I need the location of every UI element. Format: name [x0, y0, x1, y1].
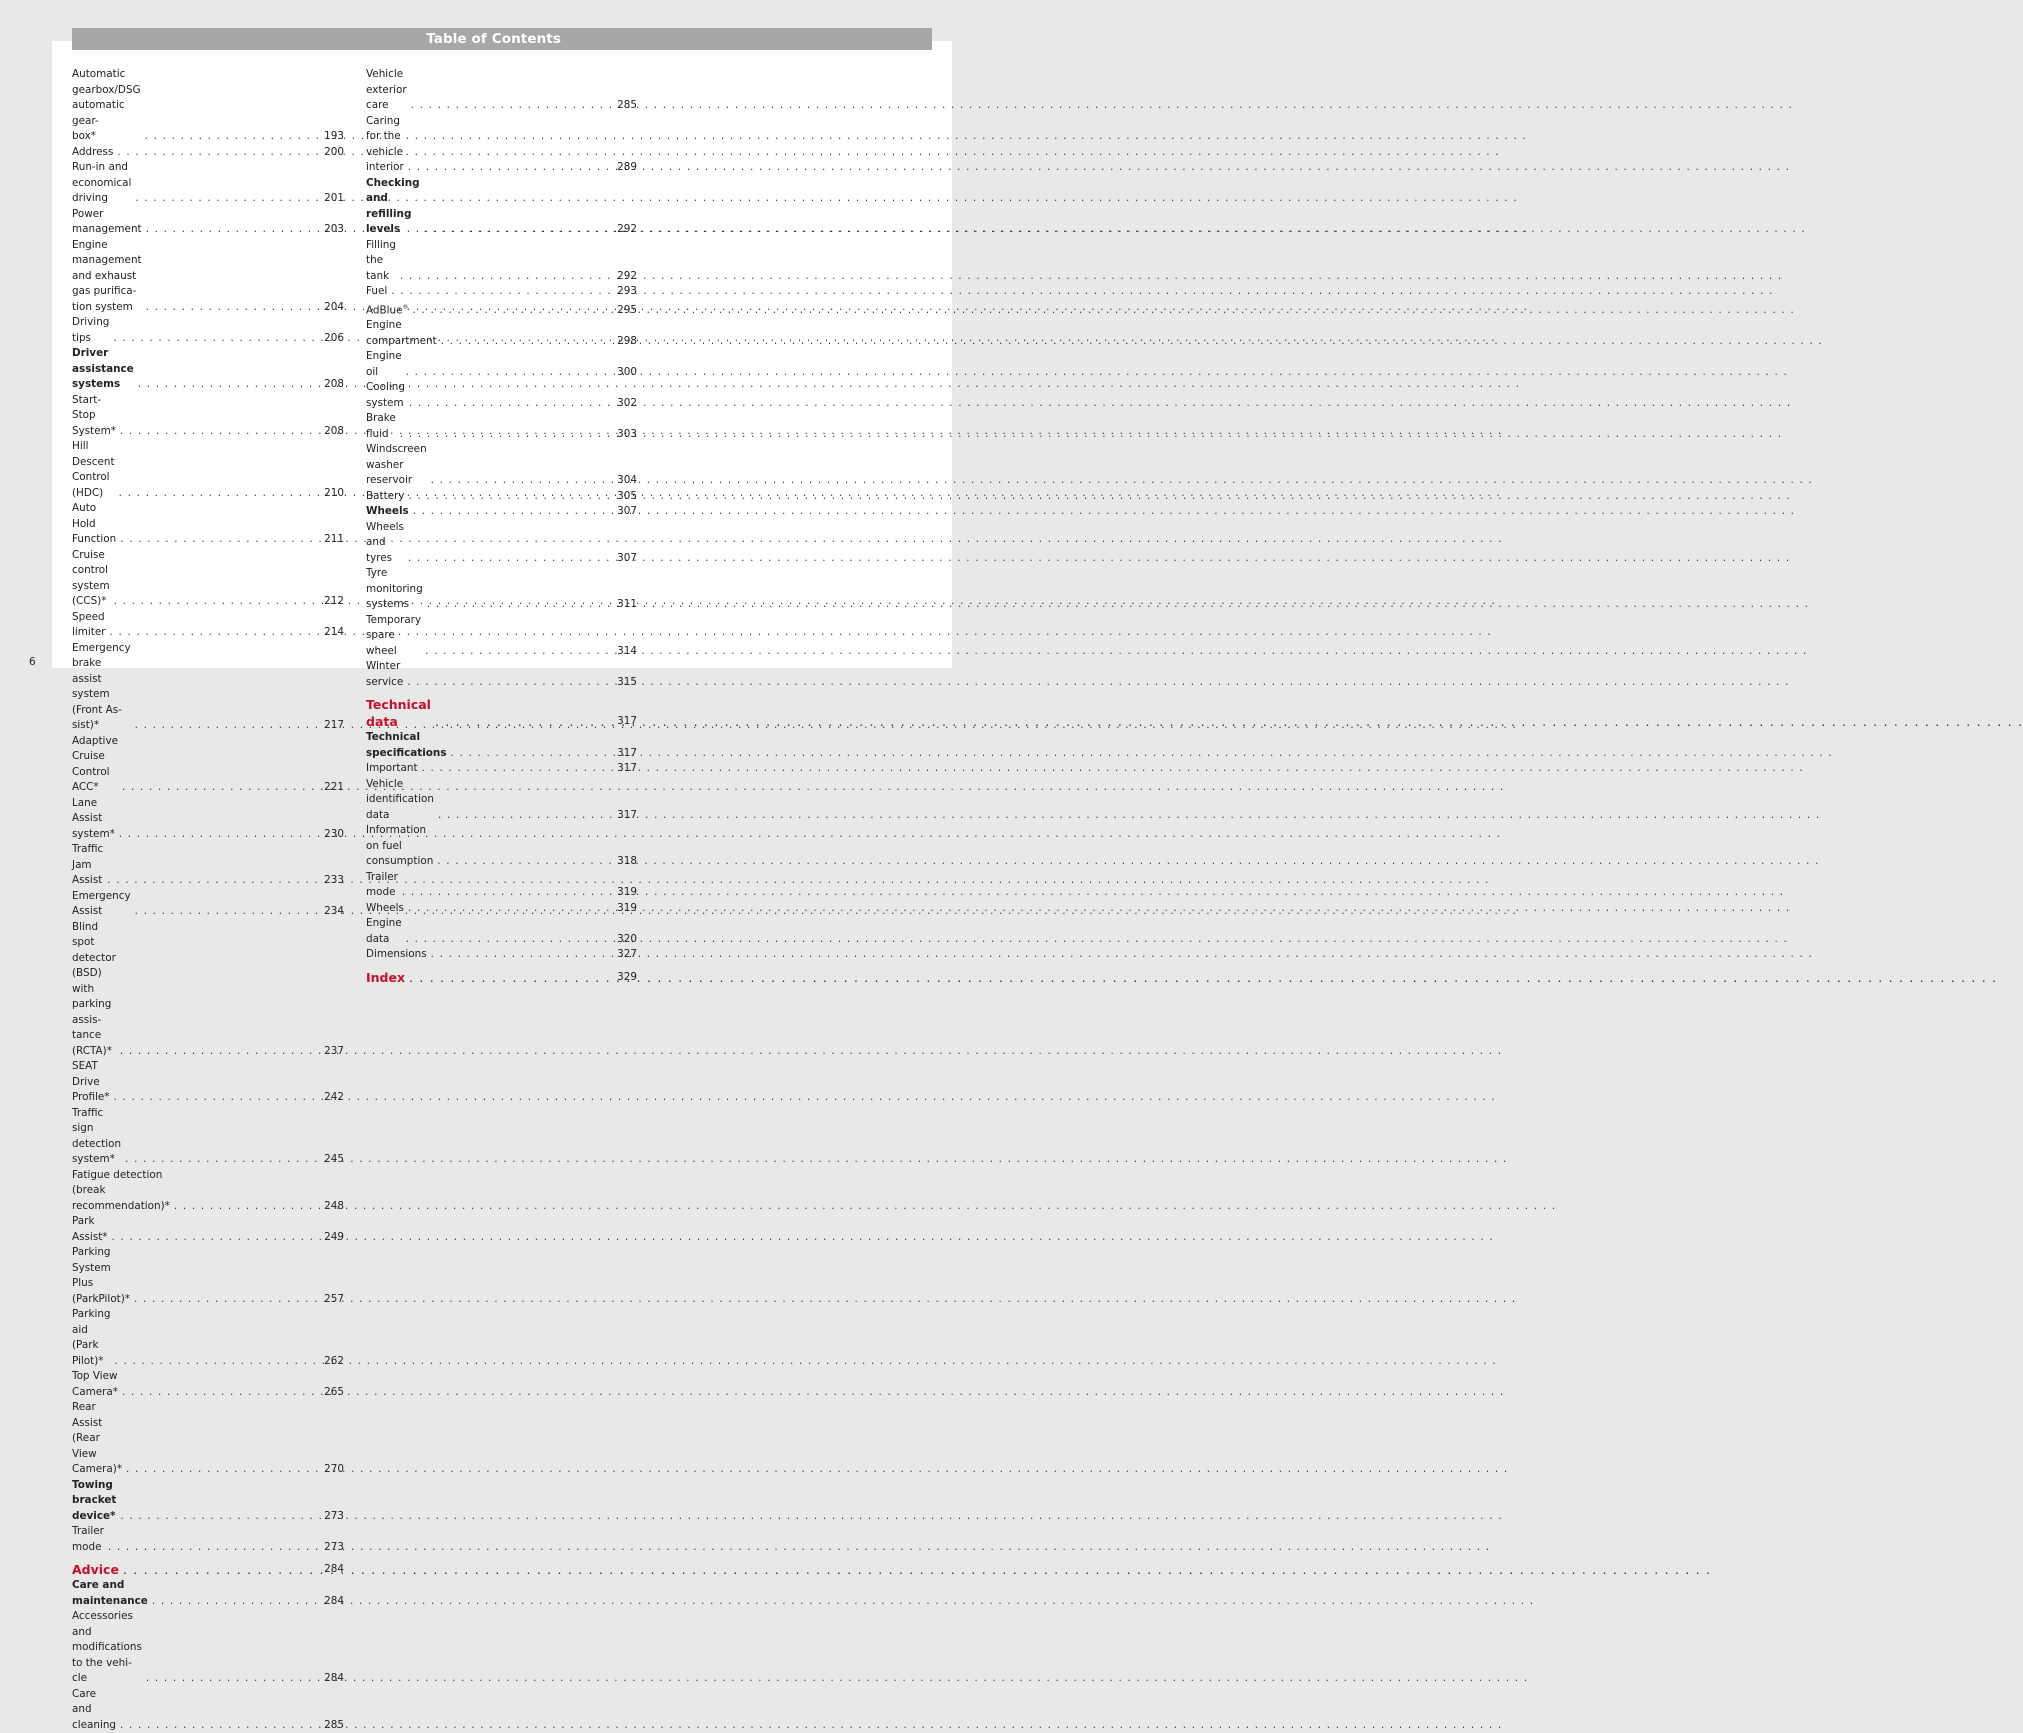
- toc-entry-page: 298: [609, 334, 637, 350]
- toc-entry-label: Trailer mode: [366, 870, 398, 901]
- toc-entry-label: Parking System Plus (ParkPilot)*: [72, 1245, 130, 1307]
- toc-entry[interactable]: [366, 114, 637, 176]
- toc-entry-label: Towing bracket device*: [72, 1478, 116, 1525]
- toc-entry-text: [366, 349, 609, 380]
- toc-entry[interactable]: [366, 318, 637, 349]
- toc-entry-label: Automatic gearbox/DSG automatic gear- box*: [72, 67, 141, 145]
- toc-entry[interactable]: [366, 566, 637, 613]
- toc-entry-page: 304: [609, 473, 637, 489]
- dot-leader: [431, 473, 1813, 489]
- toc-entry-text: [72, 1687, 316, 1733]
- dot-leader: [400, 427, 1782, 443]
- toc-entry[interactable]: [72, 1307, 344, 1369]
- toc-entry-page: 257: [316, 1292, 344, 1308]
- toc-entry[interactable]: [72, 145, 344, 161]
- toc-entry[interactable]: [366, 489, 637, 505]
- toc-entry-label: Wheels and tyres: [366, 520, 404, 567]
- toc-entry-label: Technical data: [366, 696, 431, 730]
- toc-entry-text: [72, 1478, 316, 1525]
- toc-entry-text: [366, 870, 609, 901]
- toc-entry[interactable]: [72, 641, 344, 734]
- toc-entry-label: AdBlue®: [366, 300, 409, 319]
- toc-entry[interactable]: [72, 610, 344, 641]
- toc-entry-text: [72, 67, 316, 145]
- toc-entry-text: [72, 1561, 316, 1578]
- toc-entry[interactable]: [366, 380, 637, 411]
- toc-entry-text: [72, 207, 316, 238]
- dot-leader: [437, 854, 1819, 870]
- toc-entry-label: Technical specifications: [366, 730, 447, 761]
- header-bar: [72, 28, 932, 50]
- toc-entry-text: [72, 160, 316, 207]
- toc-entry-text: [366, 823, 609, 870]
- toc-entry[interactable]: [72, 501, 344, 548]
- toc-entry-label: Accessories and modifications to the vehi- cle: [72, 1609, 142, 1687]
- toc-entry-page: 217: [316, 718, 344, 734]
- toc-entry-text: [366, 730, 609, 761]
- toc-entry[interactable]: [366, 520, 637, 567]
- toc-entry-page: 317: [609, 713, 637, 730]
- toc-entry-label: Engine oil: [366, 349, 402, 380]
- toc-entry-text: [72, 889, 316, 920]
- toc-entry-label: Windscreen washer reservoir: [366, 442, 427, 489]
- page-title: Table of Contents: [426, 31, 561, 47]
- toc-entry-label: Address: [72, 145, 113, 161]
- toc-entry[interactable]: [72, 238, 344, 316]
- toc-entry-page: 285: [316, 1718, 344, 1733]
- toc-entry[interactable]: [72, 393, 344, 440]
- toc-entry-label: Care and cleaning: [72, 1687, 116, 1733]
- toc-entry-text: [366, 520, 609, 567]
- toc-entry-page: 204: [316, 300, 344, 316]
- registered-mark: ®: [403, 304, 409, 311]
- toc-entry[interactable]: [72, 1245, 344, 1307]
- toc-entry[interactable]: [72, 1168, 344, 1215]
- toc-entry-page: 245: [316, 1152, 344, 1168]
- toc-entry-text: [72, 1214, 316, 1245]
- toc-entry-text: [72, 610, 316, 641]
- toc-entry-page: 320: [609, 932, 637, 948]
- toc-section-heading[interactable]: [366, 696, 637, 730]
- toc-entry-label: Traffic Jam Assist: [72, 842, 103, 889]
- toc-entry-page: 193: [316, 129, 344, 145]
- toc-entry-text: [72, 346, 316, 393]
- toc-entry-text: [72, 734, 316, 796]
- toc-entry-page: 208: [316, 377, 344, 393]
- toc-entry-text: [366, 489, 609, 505]
- dot-leader: [391, 284, 1773, 300]
- toc-entry[interactable]: [72, 889, 344, 920]
- toc-entry-text: [72, 315, 316, 346]
- toc-entry[interactable]: [72, 920, 344, 1060]
- toc-entry-label: Engine management and exhaust gas purifica- tion system: [72, 238, 142, 316]
- toc-entry-page: 273: [316, 1509, 344, 1525]
- toc-entry-label: Dimensions: [366, 947, 427, 963]
- toc-entry-page: 317: [609, 761, 637, 777]
- toc-entry-page: 200: [316, 145, 344, 161]
- dot-leader: [441, 334, 1823, 350]
- toc-entry[interactable]: [366, 901, 637, 917]
- toc-entry-page: 318: [609, 854, 637, 870]
- toc-entry-label: Wheels: [366, 504, 409, 520]
- toc-entry-page: 292: [609, 222, 637, 238]
- toc-entry-label: SEAT Drive Profile*: [72, 1059, 110, 1106]
- dot-leader: [400, 269, 1782, 285]
- toc-entry-label: Speed limiter: [72, 610, 106, 641]
- toc-entry[interactable]: [366, 659, 637, 690]
- toc-entry-label: Hill Descent Control (HDC): [72, 439, 115, 501]
- toc-entry-page: 203: [316, 222, 344, 238]
- toc-entry-page: 270: [316, 1462, 344, 1478]
- dot-leader: [431, 947, 1813, 963]
- toc-entry-text: [366, 566, 609, 613]
- toc-entry-label: Winter service: [366, 659, 403, 690]
- toc-entry-text: [72, 1245, 316, 1307]
- toc-entry-page: 208: [316, 424, 344, 440]
- toc-entry-text: [72, 920, 316, 1060]
- toc-entry-page: 248: [316, 1199, 344, 1215]
- toc-entry-text: [72, 1059, 316, 1106]
- toc-entry-page: 302: [609, 396, 637, 412]
- toc-entry-page: 307: [609, 504, 637, 520]
- toc-entry-text: [366, 284, 609, 300]
- toc-entry-label: Driver assistance systems: [72, 346, 134, 393]
- toc-entry[interactable]: [72, 1478, 344, 1525]
- toc-entry-page: 300: [609, 365, 637, 381]
- toc-entry-label: Lane Assist system*: [72, 796, 115, 843]
- toc-entry-label: Rear Assist (Rear View Camera)*: [72, 1400, 122, 1478]
- toc-entry[interactable]: [366, 238, 637, 285]
- toc-entry[interactable]: [366, 300, 637, 319]
- toc-entry-label: Vehicle exterior care: [366, 67, 407, 114]
- toc-section-heading[interactable]: [366, 969, 637, 986]
- toc-entry-label: Care and maintenance: [72, 1578, 148, 1609]
- toc-entry-label: Information on fuel consumption: [366, 823, 433, 870]
- toc-entry-text: [366, 318, 609, 349]
- toc-entry-page: 329: [609, 969, 637, 986]
- toc-entry[interactable]: [72, 1106, 344, 1168]
- toc-entry[interactable]: [72, 1059, 344, 1106]
- toc-entry-label: Auto Hold Function: [72, 501, 116, 548]
- toc-entry-text: [72, 501, 316, 548]
- toc-entry[interactable]: [72, 346, 344, 393]
- toc-entry-text: [366, 916, 609, 947]
- toc-entry-page: 211: [316, 532, 344, 548]
- toc-entry[interactable]: [366, 761, 637, 777]
- toc-entry-label: Brake fluid: [366, 411, 396, 442]
- toc-entry-page: 284: [316, 1671, 344, 1687]
- toc-entry[interactable]: [366, 870, 637, 901]
- toc-entry-label: Checking and refilling levels: [366, 176, 420, 238]
- toc-entry-text: [366, 613, 609, 660]
- toc-entry-label: Important: [366, 761, 418, 777]
- toc-entry-text: [366, 901, 609, 917]
- toc-entry-page: 214: [316, 625, 344, 641]
- toc-entry-label: Park Assist*: [72, 1214, 108, 1245]
- toc-entry-page: 206: [316, 331, 344, 347]
- toc-entry-text: [72, 842, 316, 889]
- dot-leader: [451, 746, 1833, 762]
- toc-entry-text: [366, 380, 609, 411]
- toc-entry-label: Adaptive Cruise Control ACC*: [72, 734, 118, 796]
- toc-entry-text: [72, 1106, 316, 1168]
- toc-entry-page: 285: [609, 98, 637, 114]
- toc-entry[interactable]: [72, 842, 344, 889]
- toc-entry[interactable]: [72, 1687, 344, 1733]
- toc-entry-text: [72, 548, 316, 610]
- toc-entry-label: Filling the tank: [366, 238, 396, 285]
- toc-entry-text: [72, 1524, 316, 1555]
- toc-entry-label: Top View Camera*: [72, 1369, 118, 1400]
- toc-entry-text: [366, 659, 609, 690]
- toc-entry-page: 201: [316, 191, 344, 207]
- toc-entry[interactable]: [72, 1400, 344, 1478]
- toc-section-heading[interactable]: [72, 1561, 344, 1578]
- toc-entry-label: Engine compartment: [366, 318, 437, 349]
- toc-entry[interactable]: [366, 349, 637, 380]
- toc-entry[interactable]: [72, 160, 344, 207]
- toc-entry-text: [366, 411, 609, 442]
- toc-entry-page: 262: [316, 1354, 344, 1370]
- toc-entry-label: Caring for the vehicle interior: [366, 114, 404, 176]
- toc-entry-label: Power management: [72, 207, 142, 238]
- toc-entry-page: 292: [609, 269, 637, 285]
- toc-entry-text: [366, 947, 609, 963]
- toc-entry-page: 230: [316, 827, 344, 843]
- toc-entry-label: Tyre monitoring systems: [366, 566, 423, 613]
- toc-entry-page: 314: [609, 644, 637, 660]
- toc-entry-text: [72, 641, 316, 734]
- toc-entry-text: [72, 1578, 316, 1609]
- toc-entry-label: Start-Stop System*: [72, 393, 116, 440]
- toc-entry[interactable]: [366, 730, 637, 761]
- toc-entry-page: 237: [316, 1044, 344, 1060]
- toc-entry[interactable]: [366, 916, 637, 947]
- dot-leader: [409, 969, 1997, 986]
- toc-entry-label: Vehicle identification data: [366, 777, 434, 824]
- toc-entry-page: 317: [609, 746, 637, 762]
- toc-entry-text: [72, 796, 316, 843]
- page-number: 6: [29, 656, 36, 668]
- toc-entry-page: 284: [316, 1594, 344, 1610]
- toc-entry[interactable]: [72, 1578, 344, 1609]
- toc-entry-page: 311: [609, 597, 637, 613]
- toc-entry-label: Traffic sign detection system*: [72, 1106, 121, 1168]
- toc-entry-text: [72, 1307, 316, 1369]
- toc-entry-page: 295: [609, 303, 637, 319]
- toc-entry-page: 242: [316, 1090, 344, 1106]
- toc-entry-page: 265: [316, 1385, 344, 1401]
- toc-entry-page: 221: [316, 780, 344, 796]
- toc-entry-page: 293: [609, 284, 637, 300]
- toc-entry[interactable]: [366, 176, 637, 238]
- dot-leader: [146, 1671, 1528, 1687]
- toc-entry-label: Wheels: [366, 901, 404, 917]
- toc-entry-text: [72, 1168, 316, 1215]
- toc-entry[interactable]: [366, 823, 637, 870]
- toc-entry-label: Fatigue detection (break recommendation)*: [72, 1168, 170, 1215]
- toc-entry-label: Battery: [366, 489, 404, 505]
- toc-entry-text: [366, 176, 609, 238]
- toc-entry-page: 210: [316, 486, 344, 502]
- toc-entry-text: [72, 439, 316, 501]
- toc-entry[interactable]: [366, 67, 637, 114]
- toc-entry[interactable]: [366, 777, 637, 824]
- toc-entry-page: 319: [609, 885, 637, 901]
- toc-entry-page: 284: [316, 1561, 344, 1578]
- toc-entry[interactable]: [366, 947, 637, 963]
- toc-entry-page: 289: [609, 160, 637, 176]
- toc-entry[interactable]: [72, 67, 344, 145]
- toc-entry-page: 305: [609, 489, 637, 505]
- toc-column-right: [366, 67, 637, 986]
- toc-entry-text: [366, 238, 609, 285]
- toc-entry-text: [72, 393, 316, 440]
- toc-entry-label: Trailer mode: [72, 1524, 104, 1555]
- toc-entry[interactable]: [72, 439, 344, 501]
- toc-entry-text: [366, 969, 609, 986]
- toc-entry-text: [366, 761, 609, 777]
- toc-entry[interactable]: [366, 613, 637, 660]
- toc-entry-page: 273: [316, 1540, 344, 1556]
- toc-entry-label: Fuel: [366, 284, 387, 300]
- toc-entry[interactable]: [72, 315, 344, 346]
- toc-entry-text: [366, 300, 609, 319]
- toc-entry[interactable]: [72, 796, 344, 843]
- toc-entry-label: Temporary spare wheel: [366, 613, 421, 660]
- toc-entry-page: 303: [609, 427, 637, 443]
- toc-entry-text: [72, 1609, 316, 1687]
- toc-entry-page: 233: [316, 873, 344, 889]
- toc-entry-text: [72, 145, 316, 161]
- toc-entry-label: Emergency brake assist system (Front As- sist)*: [72, 641, 131, 734]
- dot-leader: [145, 129, 1527, 145]
- toc-entry-text: [72, 1369, 316, 1400]
- toc-entry-page: 249: [316, 1230, 344, 1246]
- dot-leader: [123, 1561, 1711, 1578]
- toc-entry-label: Emergency Assist: [72, 889, 131, 920]
- toc-entry-text: [72, 1400, 316, 1478]
- toc-entry-page: 327: [609, 947, 637, 963]
- dot-leader: [435, 713, 2023, 730]
- toc-entry-label: Cooling system: [366, 380, 405, 411]
- toc-entry-label: Advice: [72, 1561, 119, 1578]
- toc-entry-text: [366, 114, 609, 176]
- toc-entry-page: 317: [609, 808, 637, 824]
- toc-entry-page: 212: [316, 594, 344, 610]
- dot-leader: [438, 808, 1820, 824]
- toc-entry-label: Index: [366, 969, 405, 986]
- toc-entry[interactable]: [72, 548, 344, 610]
- toc-entry-page: 234: [316, 904, 344, 920]
- toc-entry-text: [366, 696, 609, 730]
- toc-entry[interactable]: [366, 411, 637, 442]
- toc-entry-text: [72, 238, 316, 316]
- dot-leader: [152, 1594, 1534, 1610]
- toc-entry-label: Run-in and economical driving: [72, 160, 131, 207]
- toc-entry[interactable]: [366, 284, 637, 300]
- toc-column-left: [72, 67, 344, 1733]
- toc-entry[interactable]: [72, 1369, 344, 1400]
- toc-entry-label: Engine data: [366, 916, 402, 947]
- toc-entry[interactable]: [72, 207, 344, 238]
- toc-entry-label: Parking aid (Park Pilot)*: [72, 1307, 111, 1369]
- toc-entry[interactable]: [366, 504, 637, 520]
- dot-leader: [174, 1199, 1556, 1215]
- toc-entry-text: [366, 777, 609, 824]
- toc-entry-label: Driving tips: [72, 315, 109, 346]
- toc-entry-label: Blind spot detector (BSD) with parking assis- tance (RCTA)*: [72, 920, 116, 1060]
- toc-entry-text: [366, 504, 609, 520]
- toc-entry[interactable]: [72, 1609, 344, 1687]
- toc-entry-page: 315: [609, 675, 637, 691]
- toc-entry-label: Cruise control system (CCS)*: [72, 548, 110, 610]
- toc-entry-page: 307: [609, 551, 637, 567]
- toc-entry-text: [366, 67, 609, 114]
- toc-entry-text: [366, 442, 609, 489]
- toc-entry[interactable]: [366, 442, 637, 489]
- toc-entry[interactable]: [72, 734, 344, 796]
- toc-entry[interactable]: [72, 1524, 344, 1555]
- toc-entry[interactable]: [72, 1214, 344, 1245]
- toc-entry-page: 319: [609, 901, 637, 917]
